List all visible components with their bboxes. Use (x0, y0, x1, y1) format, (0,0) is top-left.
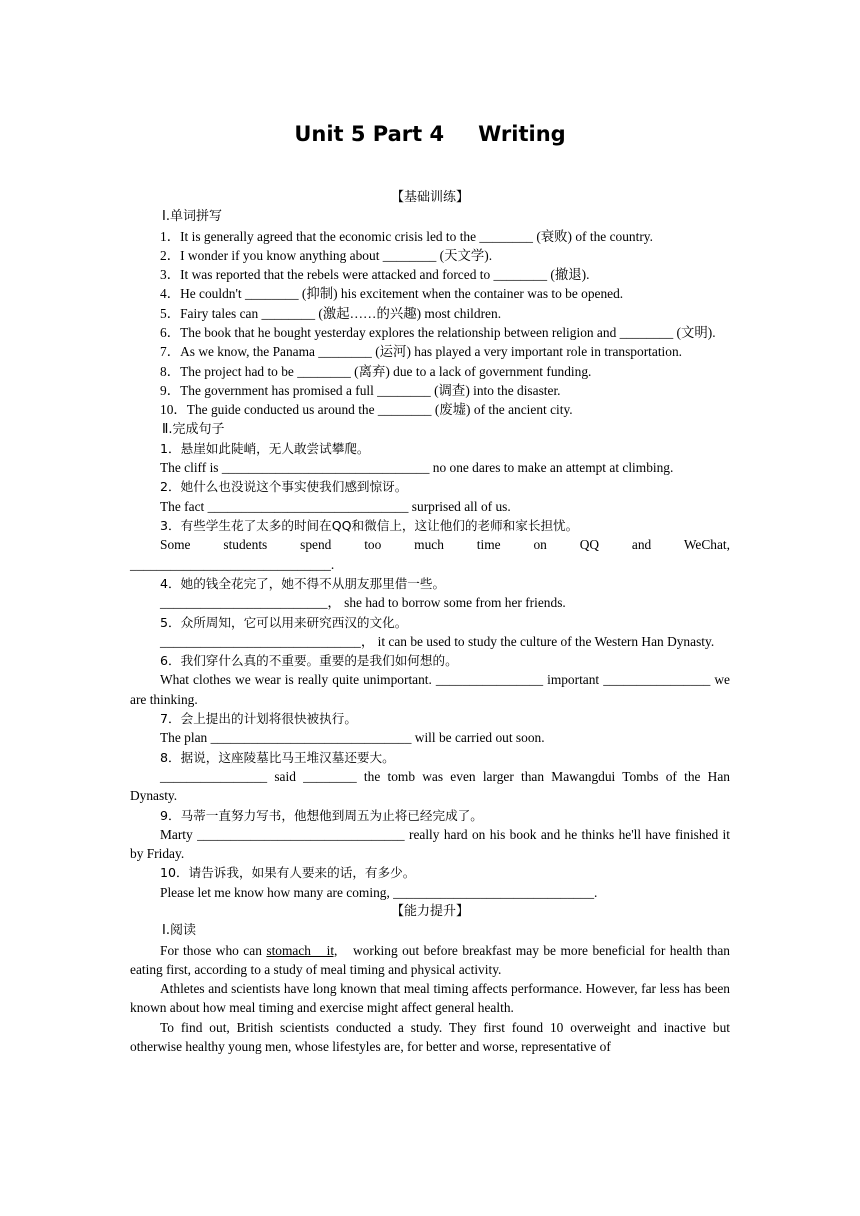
spelling-item: 3．It was reported that the rebels were attacked and forced to ________ (撤退). (160, 267, 590, 283)
document-body (130, 188, 730, 1056)
spelling-heading: Ⅰ.单词拼写 (162, 209, 222, 225)
spelling-item: 7．As we know, the Panama ________ (运河) has played a very important role in transportation. (160, 344, 682, 360)
sentence-answer-en: ______________________________， it can be used to study the culture of the Western Han Dynasty. (160, 633, 715, 649)
spelling-item: 4．He couldn't ________ (抑制) his excitement when the container was to be opened. (160, 286, 624, 302)
page-title (0, 122, 860, 146)
spelling-item: 8．The project had to be ________ (离弃) due to a lack of government funding. (160, 363, 592, 379)
sentence-answer-en: Marty _______________________________ really hard on his book and he thinks he'll have finished it by Friday. (130, 826, 730, 862)
sentence-prompt-cn: 8．据说，这座陵墓比马王堆汉墓还要大。 (160, 749, 395, 765)
sentence-prompt-cn: 6．我们穿什么真的不重要。重要的是我们如何想的。 (160, 653, 458, 669)
spelling-item: 9．The government has promised a full ________ (调查) into the disaster. (160, 382, 561, 398)
reading-p1-underlined: stomach it, (266, 942, 338, 958)
sentence-prompt-cn: 9．马蒂一直努力写书，他想他到周五为止将已经完成了。 (160, 807, 483, 823)
sentence-prompt-cn: 10．请告诉我，如果有人要来的话，有多少。 (160, 865, 416, 881)
sentences-heading: Ⅱ.完成句子 (162, 421, 225, 437)
reading-paragraph: To find out, British scientists conducted a study. They first found 10 overweight and inactive but otherwise healthy young men, whose lifestyles are, for better and worse, representative of (130, 1019, 730, 1055)
sentence-answer-en: The fact ______________________________ surprised all of us. (160, 498, 511, 514)
sentence-prompt-cn: 5．众所周知，它可以用来研究西汉的文化。 (160, 614, 408, 630)
spelling-item: 6．The book that he bought yesterday explores the relationship between religion and ________ (文明). (160, 325, 716, 341)
spelling-item: 2．I wonder if you know anything about ________ (天文学). (160, 247, 493, 263)
reading-heading: Ⅰ.阅读 (162, 923, 196, 939)
reading-paragraph (130, 941, 730, 980)
sentence-answer-en-cont: ______________________________. (130, 556, 335, 572)
sentence-answer-en: What clothes we wear is really quite unimportant. ________________ important ________________ we are thinking. (130, 672, 730, 707)
sentence-answer-en: Please let me know how many are coming, ______________________________. (160, 884, 598, 900)
spelling-item: 10．The guide conducted us around the ________ (废墟) of the ancient city. (160, 402, 573, 418)
sentence-prompt-cn: 1．悬崖如此陡峭，无人敢尝试攀爬。 (160, 440, 370, 456)
reading-p1-pre: For those who can (160, 942, 267, 958)
sentence-prompt-cn: 4．她的钱全花完了，她不得不从朋友那里借一些。 (160, 575, 446, 591)
reading-p1-post: working out before breakfast may be more beneficial for health than eating first, according to a study of meal timing and physical activity. (130, 942, 730, 977)
reading-paragraph: Athletes and scientists have long known that meal timing affects performance. However, far less has been known about how meal timing and exercise might affect general health. (130, 981, 730, 1016)
spelling-item: 5．Fairy tales can ________ (激起……的兴趣) most children. (160, 305, 502, 321)
sentence-answer-en: The cliff is _______________________________ no one dares to make an attempt at climbing. (160, 460, 674, 476)
advanced-heading: 【能力提升】 (390, 903, 469, 919)
sentence-answer-en: The plan ______________________________ will be carried out soon. (160, 730, 545, 746)
spelling-item: 1．It is generally agreed that the economic crisis led to the ________ (衰败) of the country. (160, 228, 653, 244)
sentence-prompt-cn: 3．有些学生花了太多的时间在QQ和微信上，这让他们的老师和家长担忧。 (160, 518, 579, 534)
sentence-answer-en: _________________________， she had to borrow some from her friends. (160, 595, 566, 611)
sentence-prompt-cn: 2．她什么也没说这个事实使我们感到惊讶。 (160, 479, 408, 495)
title-writing: Writing (478, 122, 566, 146)
sentence-prompt-cn: 7．会上提出的计划将很快被执行。 (160, 711, 357, 727)
sentence-answer-en: ________________ said ________ the tomb was even larger than Mawangdui Tombs of the Han Dynasty. (130, 768, 730, 804)
sentence-answer-en: Some students spend too much time on QQ and WeChat, (160, 537, 730, 553)
title-unit: Unit 5 Part 4 (294, 122, 445, 146)
basic-training-heading: 【基础训练】 (390, 190, 469, 205)
